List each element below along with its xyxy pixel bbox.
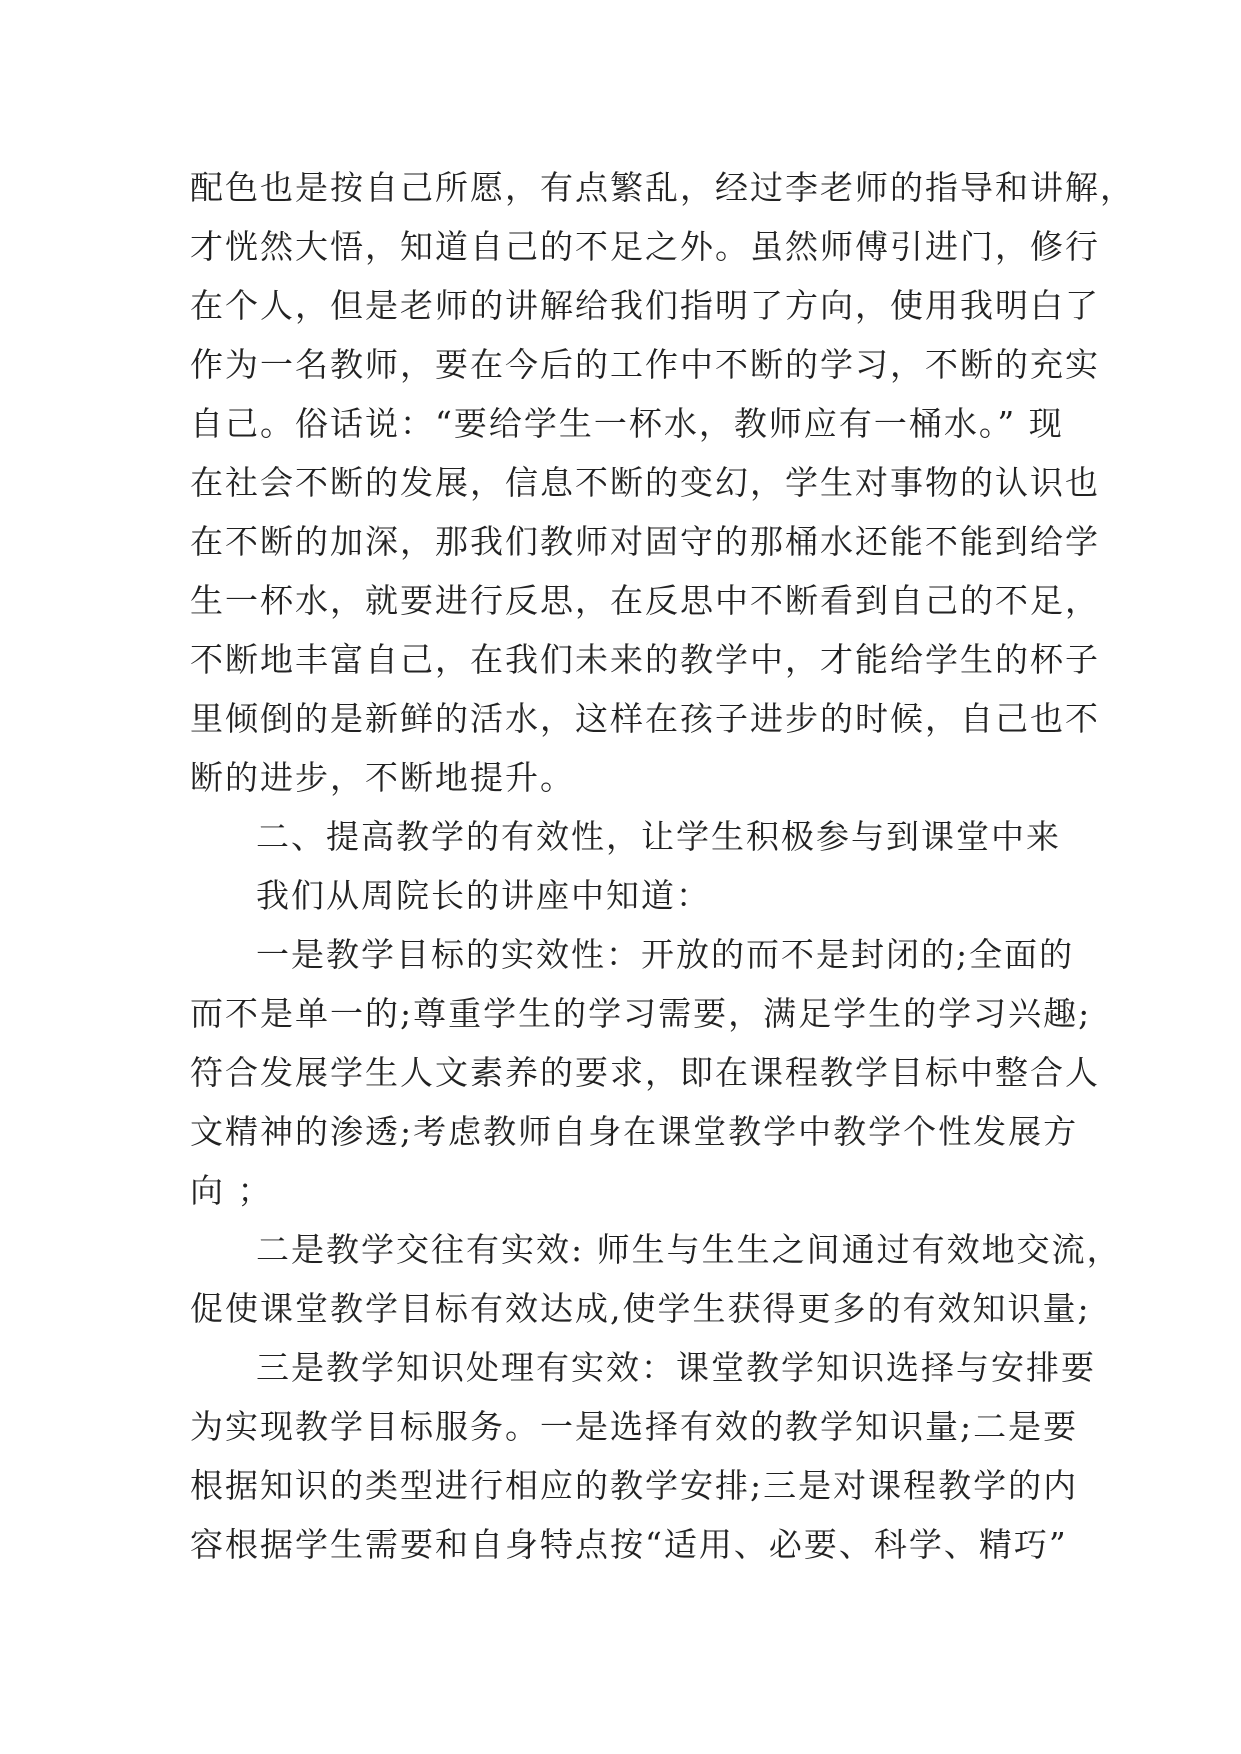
section-heading: 二、提高教学的有效性，让学生积极参与到课堂中来 xyxy=(256,817,1061,856)
text-line: 向 ； xyxy=(190,1171,273,1210)
text-line: 在个人，但是老师的讲解给我们指明了方向，使用我明白了 xyxy=(190,286,1100,325)
text-line: 为实现教学目标服务。一是选择有效的教学知识量;二是要 xyxy=(190,1407,1079,1446)
text-line: 配色也是按自己所愿，有点繁乱，经过李老师的指导和讲解， xyxy=(190,168,1135,207)
text-line: 促使课堂教学目标有效达成,使学生获得更多的有效知识量; xyxy=(190,1289,1091,1328)
text-line: 三是教学知识处理有实效：课堂教学知识选择与安排要 xyxy=(256,1348,1096,1387)
text-line: 容根据学生需要和自身特点按“适用、必要、科学、精巧” xyxy=(190,1525,1068,1564)
text-line: 自己。俗话说：“要给学生一杯水，教师应有一桶水。” 现 xyxy=(190,404,1064,443)
text-line: 不断地丰富自己，在我们未来的教学中，才能给学生的杯子 xyxy=(190,640,1100,679)
text-line: 在社会不断的发展，信息不断的变幻，学生对事物的认识也 xyxy=(190,463,1100,502)
text-line: 二是教学交往有实效: 师生与生生之间通过有效地交流， xyxy=(256,1230,1122,1269)
text-line: 而不是单一的;尊重学生的学习需要，满足学生的学习兴趣; xyxy=(190,994,1092,1033)
text-line: 符合发展学生人文素养的要求，即在课程教学目标中整合人 xyxy=(190,1053,1100,1092)
text-line: 作为一名教师，要在今后的工作中不断的学习，不断的充实 xyxy=(190,345,1100,384)
text-line: 在不断的加深，那我们教师对固守的那桶水还能不能到给学 xyxy=(190,522,1100,561)
text-line: 根据知识的类型进行相应的教学安排;三是对课程教学的内 xyxy=(190,1466,1079,1505)
text-line: 生一杯水，就要进行反思，在反思中不断看到自己的不足， xyxy=(190,581,1100,620)
body-text xyxy=(190,158,1135,1574)
text-line: 才恍然大悟，知道自己的不足之外。虽然师傅引进门，修行 xyxy=(190,227,1100,266)
text-line: 我们从周院长的讲座中知道： xyxy=(256,876,711,915)
text-line: 文精神的渗透;考虑教师自身在课堂教学中教学个性发展方 xyxy=(190,1112,1079,1151)
text-line: 断的进步，不断地提升。 xyxy=(190,758,575,797)
text-line: 一是教学目标的实效性：开放的而不是封闭的;全面的 xyxy=(256,935,1075,974)
text-line: 里倾倒的是新鲜的活水，这样在孩子进步的时候，自己也不 xyxy=(190,699,1100,738)
